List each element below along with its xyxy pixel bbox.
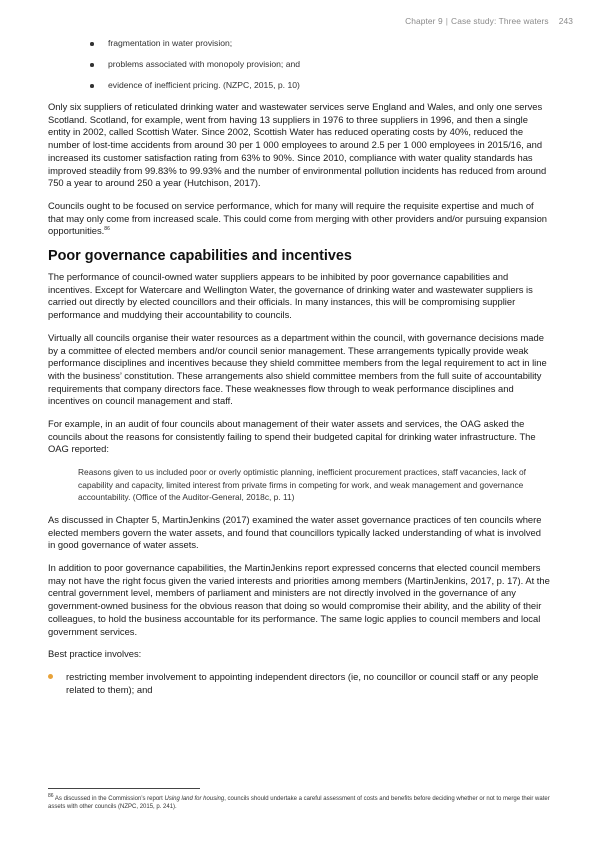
running-header <box>405 16 573 26</box>
paragraph-focus: In addition to poor governance capabilities, the MartinJenkins report expressed concerns that elected council members may not have the right focus given the varied interests and priorities among members (MartinJenkins, 2017, p. 17). At the central government level, members of parliament and ministers are not directly involved in the governance of any government-owned business for the obvious reason that doing so would compromise their ability, and the ability of their colleagues, to hold the business accountable for its performance. The same logic applies to council members and local government services. <box>48 562 550 637</box>
header-separator: | <box>445 16 449 26</box>
best-practice-list <box>48 671 550 696</box>
list-item <box>48 38 550 49</box>
paragraph-martinjenkins: As discussed in Chapter 5, MartinJenkins (2017) examined the water asset governance practices of ten councils where elected members govern the water assets, and found that councillors typically lacked understanding of what is involved in good governance of water assets. <box>48 513 542 551</box>
list-item <box>48 80 550 91</box>
list-item-text: fragmentation in water provision; <box>108 38 233 48</box>
bullet-icon <box>90 84 94 88</box>
footnote-reference[interactable]: 86 <box>104 226 110 233</box>
list-item <box>48 59 550 70</box>
paragraph-performance: The performance of council-owned water suppliers appears to be inhibited by poor governance capabilities and incentives. Except for Watercare and Wellington Water, the governance of drinking water and wastewater suppliers is carried out directly by elected councillors and their officials. In many instances, this will be compromising supplier performance and muddying their accountability to councils. <box>48 271 533 321</box>
list-item <box>48 671 550 696</box>
footnote-number: 86 <box>48 793 54 799</box>
footnote-text-after: , councils should undertake a careful assessment of costs and benefits before deciding whether or not to merge their water assets with other councils (NZPC, 2015, p. 241). <box>48 796 550 811</box>
footnote-divider <box>48 788 200 789</box>
paragraph-text: Councils ought to be focused on service performance, which for many will require the requisite expertise and much of that may only come from increased scale. This could come from merging with other providers and/or pursuing expansion opportunities. <box>48 199 548 237</box>
bullet-icon <box>90 42 94 46</box>
paragraph-scotland: Only six suppliers of reticulated drinking water and wastewater services serve England and Wales, and only one serves Scotland. Scotland, for example, went from having 13 suppliers in 1976 to three suppliers in 1996, and then a single entity in 2002, called Scottish Water. Since 2002, Scottish Water has reduced operating costs by 40%, reduced the number of lost-time accidents from around 30 per 1 000 employees to around 2.5 per 1 000 employees in 2015/16, and increased its customer satisfaction rating from 63% to 90%. Since 2010, compliance with water quality standards has improved steadily from 99.83% to 99.93% and the number of environmental pollution incidents has reduced from around 750 a year to around 250 a year (Hutchison, 2017). <box>48 101 547 189</box>
block-quote: Reasons given to us included poor or overly optimistic planning, inefficient procurement practices, staff vacancies, lack of capability and capacity, limited interest from private firms in competing for work, and weak management and governance accountability. (Office of the Auditor-General, 2018c, p. 11) <box>78 467 526 503</box>
bullet-icon <box>48 674 53 679</box>
chapter-label: Chapter 9 <box>405 16 443 26</box>
paragraph-oag-audit: For example, in an audit of four councils about management of their water assets and services, the OAG asked the councils about the reasons for consistently failing to spend their budgeted capital for drinking water infrastructure. The OAG reported: <box>48 418 536 455</box>
footnote-text-before: As discussed in the Commission’s report <box>53 796 165 802</box>
paragraph-best-practice-intro: Best practice involves: <box>48 648 142 660</box>
section-label: Case study: Three waters <box>451 16 549 26</box>
bullet-icon <box>90 63 94 67</box>
footnote <box>48 795 553 812</box>
intro-bullet-list <box>48 38 550 91</box>
footnote-report-title: Using land for housing <box>164 796 225 802</box>
page-body <box>48 38 550 696</box>
page-number: 243 <box>558 16 573 26</box>
list-item-text: evidence of inefficient pricing. (NZPC, 2015, p. 10) <box>108 80 300 90</box>
paragraph-departments: Virtually all councils organise their water resources as a department within the council, with governance decisions made by a committee of elected members and/or council senior management. These arrangements typically provide weak performance disciplines and incentives because they shield committee members from the legal requirement to act in line with the business’ constitution. These arrangements also shield committee members from the full suite of accountability requirements that company directors face. These weaknesses flow through to weak performance disciplines and incentives on council management and staff. <box>48 331 547 407</box>
section-heading: Poor governance capabilities and incentives <box>48 248 352 265</box>
list-item-text: restricting member involvement to appointing independent directors (ie, no councillor or council staff or any people related to them); and <box>66 670 539 695</box>
paragraph-councils <box>48 200 550 238</box>
list-item-text: problems associated with monopoly provision; and <box>108 59 301 69</box>
